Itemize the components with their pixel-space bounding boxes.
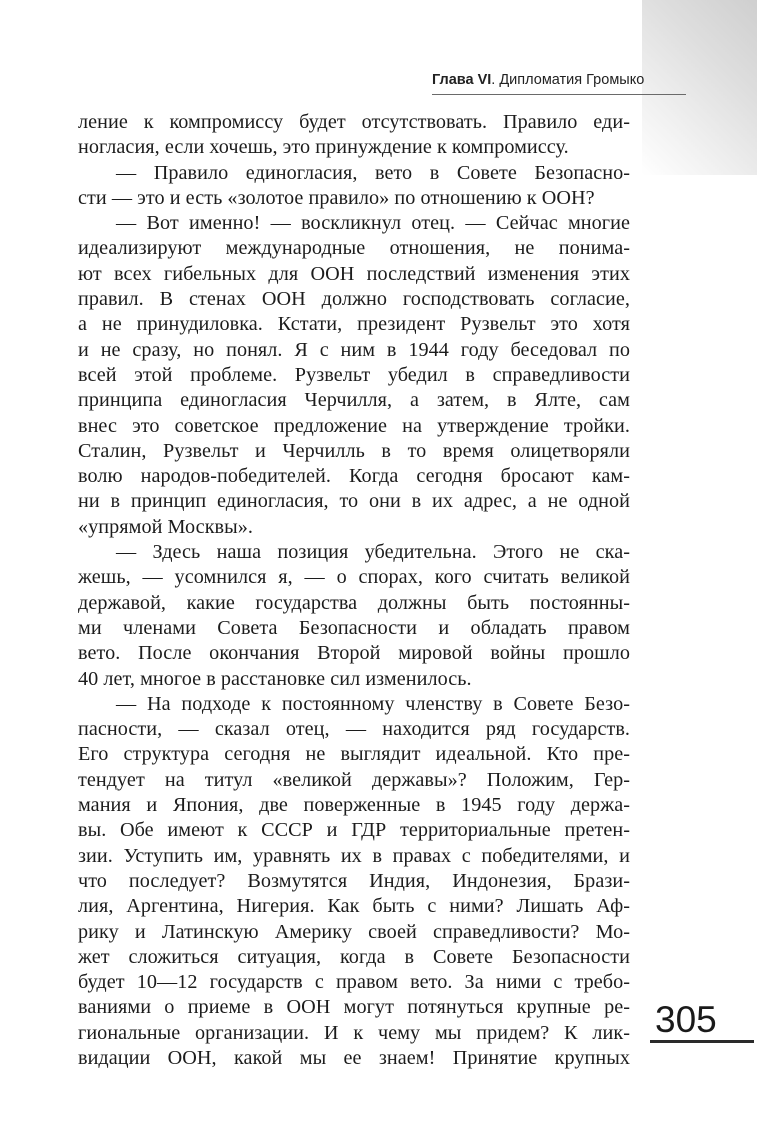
page-number: 305 <box>655 999 717 1040</box>
text-line: мания и Япония, две поверженные в 1945 году держа- <box>78 794 630 817</box>
text-line: 40 лет, многое в расстановке сил изменилось. <box>78 667 472 690</box>
text-line: гиональные организации. И к чему мы придем? К лик- <box>78 1021 630 1044</box>
text-line: — Вот именно! — воскликнул отец. — Сейчас многие <box>116 212 630 235</box>
text-line: идеализируют международные отношения, не понима- <box>78 237 630 260</box>
text-line: — Здесь наша позиция убедительна. Этого не ска- <box>116 541 630 564</box>
text-line: ваниями о приеме в ООН могут потянуться крупные ре- <box>78 996 630 1019</box>
text-line: ют всех гибельных для ООН последствий изменения этих <box>78 262 630 285</box>
text-line: Его структура сегодня не выглядит идеальной. Кто пре- <box>78 743 630 766</box>
text-line: принципа единогласия Черчилля, а затем, в Ялте, сам <box>78 389 630 412</box>
chapter-title: . Дипломатия Громыко <box>491 72 645 88</box>
text-line: всей этой проблеме. Рузвельт убедил в справедливости <box>78 363 630 386</box>
text-line: — На подходе к постоянному членству в Совете Безо- <box>116 692 630 715</box>
text-line: ни в принцип единогласия, то они в их адрес, а не одной <box>78 490 630 513</box>
body-text <box>78 110 630 1071</box>
text-line: ми членами Совета Безопасности и обладать правом <box>78 616 630 639</box>
chapter-label: Глава VI <box>432 72 492 88</box>
text-line: внес это советское предложение на утверждение тройки. <box>78 414 630 437</box>
text-line: жешь, — усомнился я, — о спорах, кого считать великой <box>78 566 630 589</box>
text-line: — Правило единогласия, вето в Совете Безопасно- <box>116 161 630 184</box>
text-line: рику и Латинскую Америку своей справедливости? Мо- <box>78 920 630 943</box>
text-line: зии. Уступить им, уравнять их в правах с победителями, и <box>78 844 630 867</box>
text-line: тендует на титул «великой державы»? Положим, Гер- <box>78 768 630 791</box>
page-number-rule <box>650 1040 754 1043</box>
header-rule <box>432 94 686 95</box>
text-line: видации ООН, какой мы ее знаем! Принятие крупных <box>78 1046 630 1069</box>
text-line: волю народов-победителей. Когда сегодня бросают кам- <box>78 465 630 488</box>
text-line: а не принудиловка. Кстати, президент Рузвельт это хотя <box>78 313 630 336</box>
text-line: и не сразу, но понял. Я с ним в 1944 году беседовал по <box>78 338 630 361</box>
text-line: что последует? Возмутятся Индия, Индонезия, Брази- <box>78 869 630 892</box>
text-line: Сталин, Рузвельт и Черчилль в то время олицетворяли <box>78 439 630 462</box>
text-line: жет сложиться ситуация, когда в Совете Безопасности <box>78 945 630 968</box>
text-line: лия, Аргентина, Нигерия. Как быть с ними? Лишать Аф- <box>78 895 630 918</box>
text-line: вето. После окончания Второй мировой войны прошло <box>78 642 630 665</box>
text-line: вы. Обе имеют к СССР и ГДР территориальные претен- <box>78 819 630 842</box>
text-line: сти — это и есть «золотое правило» по отношению к ООН? <box>78 186 595 209</box>
text-line: будет 10—12 государств с правом вето. За ними с требо- <box>78 971 630 994</box>
running-header <box>432 72 682 96</box>
text-line: державой, какие государства должны быть постоянны- <box>78 591 630 614</box>
text-line: ление к компромиссу будет отсутствовать. Правило еди- <box>78 111 630 133</box>
text-line: правил. В стенах ООН должно господствовать согласие, <box>78 288 630 311</box>
text-line: пасности, — сказал отец, — находится ряд государств. <box>78 718 630 741</box>
text-line: ногласия, если хочешь, это принуждение к компромиссу. <box>78 136 569 159</box>
text-line: «упрямой Москвы». <box>78 515 253 538</box>
